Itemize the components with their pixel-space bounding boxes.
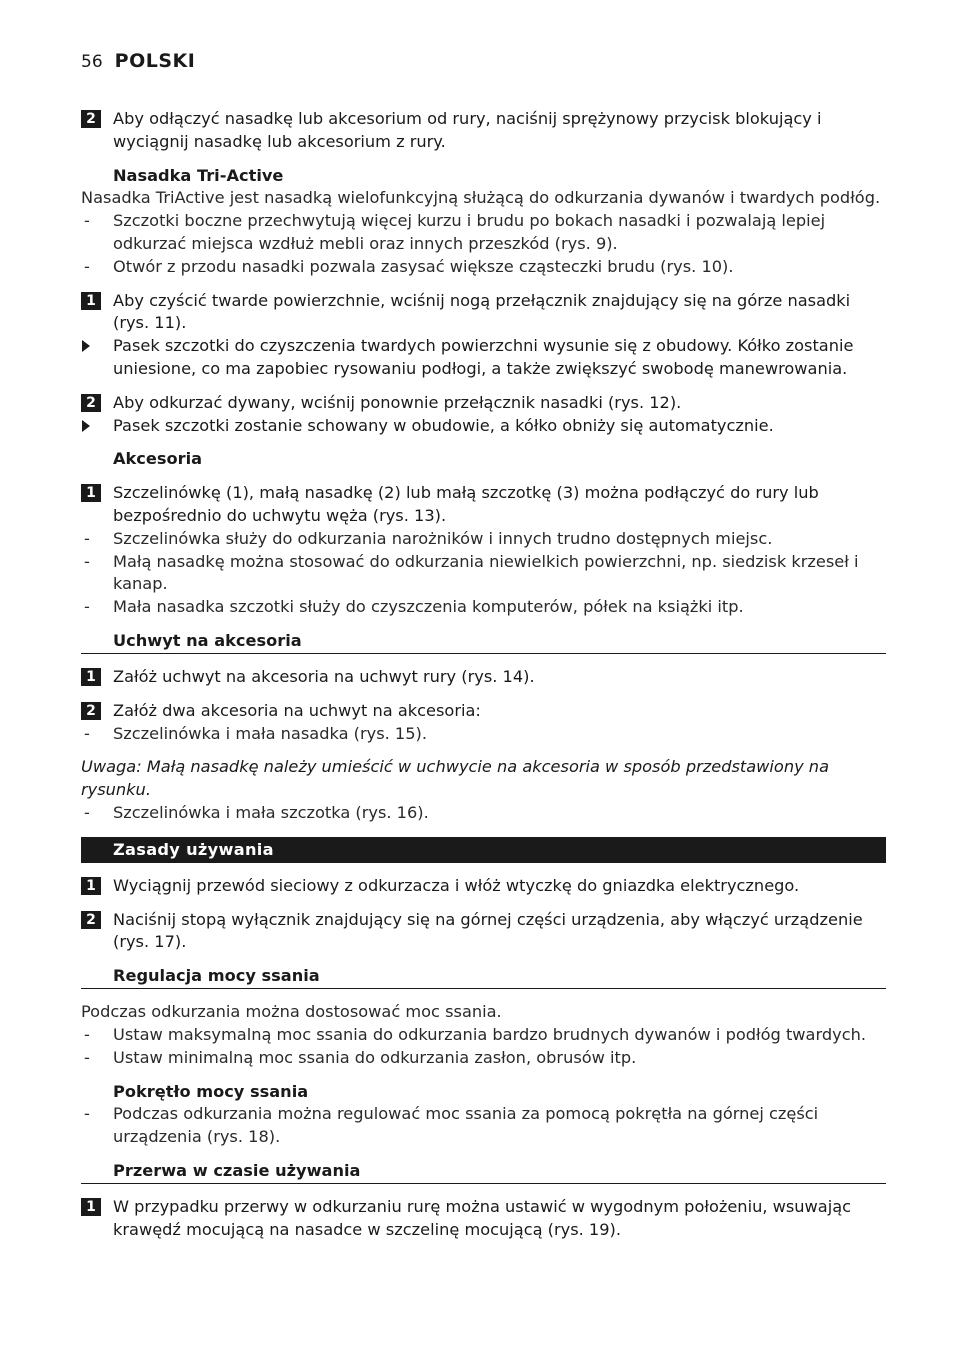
paragraph: Podczas odkurzania można dostosować moc ssania.: [81, 1002, 502, 1022]
result-item: Pasek szczotki do czyszczenia twardych powierzchni wysunie się z obudowy. Kółko zostanie uniesione, co ma zapobiec rysowaniu podłogi, a także zwiększyć swobodę manewrowania.: [81, 335, 886, 381]
list-item: - Małą nasadkę można stosować do odkurzania niewielkich powierzchni, np. siedzisk krzeseł i kanap.: [84, 551, 859, 594]
step-hard-floor: 1 Aby czyścić twarde powierzchnie, wciśnij nogą przełącznik znajdujący się na górze nasadki (rys. 11).: [81, 290, 886, 336]
step-number: 2: [81, 110, 101, 128]
step-number: 1: [81, 484, 101, 502]
result-item: Pasek szczotki zostanie schowany w obudowie, a kółko obniży się automatycznie.: [81, 415, 886, 438]
step-holder: 1 Załóż uchwyt na akcesoria na uchwyt rury (rys. 14).: [81, 666, 886, 689]
section-bar-zasady: Zasady używania: [81, 837, 886, 863]
step-number: 1: [81, 292, 101, 310]
step-text: Aby odłączyć nasadkę lub akcesorium od rury, naciśnij sprężynowy przycisk blokujący i wyciągnij nasadkę lub akcesorium z rury.: [113, 109, 822, 151]
triangle-bullet-icon: [81, 415, 113, 437]
step-pause: 1 W przypadku przerwy w odkurzaniu rurę można ustawić w wygodnym położeniu, wsuwając krawędź mocującą na nasadce w szczelinę mocującą (rys. 19).: [81, 1196, 886, 1242]
section-heading-przerwa: Przerwa w czasie używania: [81, 1160, 886, 1184]
step-accessories: 1 Szczelinówkę (1), małą nasadkę (2) lub małą szczotkę (3) można podłączyć do rury lub bezpośrednio do uchwytu węża (rys. 13).: [81, 482, 886, 528]
page-language: POLSKI: [114, 50, 196, 72]
section-heading-triactive: Nasadka Tri-Active: [113, 165, 284, 185]
step-plug: 1 Wyciągnij przewód sieciowy z odkurzacza i włóż wtyczkę do gniazdka elektrycznego.: [81, 875, 886, 898]
step-detach: [81, 108, 886, 154]
note-text: Uwaga: Małą nasadkę należy umieścić w uchwycie na akcesoria w sposób przedstawiony na rysunku.: [81, 757, 829, 800]
step-carpet: 2 Aby odkurzać dywany, wciśnij ponownie przełącznik nasadki (rys. 12).: [81, 392, 886, 415]
list-item: - Mała nasadka szczotki służy do czyszczenia komputerów, półek na książki itp.: [84, 597, 744, 617]
step-number: 2: [81, 394, 101, 412]
step-number: 1: [81, 1198, 101, 1216]
triangle-bullet-icon: [81, 335, 113, 357]
list-item: - Otwór z przodu nasadki pozwala zasysać większe cząsteczki brudu (rys. 10).: [84, 256, 734, 276]
list-item: - Szczelinówka służy do odkurzania narożników i innych trudno dostępnych miejsc.: [84, 528, 773, 548]
paragraph: Nasadka TriActive jest nasadką wielofunkcyjną służącą do odkurzania dywanów i twardych podłóg.: [81, 188, 881, 208]
page-number: 56: [81, 52, 103, 72]
page-content: [81, 108, 886, 1241]
step-number: 1: [81, 668, 101, 686]
section-heading-uchwyt: Uchwyt na akcesoria: [81, 630, 886, 654]
step-number: 2: [81, 702, 101, 720]
section-heading-akcesoria: Akcesoria: [113, 449, 203, 469]
list-item: - Ustaw minimalną moc ssania do odkurzania zasłon, obrusów itp.: [84, 1047, 637, 1067]
list-item: - Szczelinówka i mała szczotka (rys. 16).: [84, 802, 429, 822]
step-number: 1: [81, 877, 101, 895]
list-item: - Ustaw maksymalną moc ssania do odkurzania bardzo brudnych dywanów i podłóg twardych.: [84, 1024, 866, 1044]
list-item: - Szczotki boczne przechwytują więcej kurzu i brudu po bokach nasadki i pozwalają lepiej odkurzać miejsca wzdłuż mebli oraz innych przeszkód (rys. 9).: [84, 211, 826, 253]
page-header: [81, 50, 195, 72]
list-item: - Szczelinówka i mała nasadka (rys. 15).: [84, 723, 427, 743]
list-item: - Podczas odkurzania można regulować moc ssania za pomocą pokrętła na górnej części urządzenia (rys. 18).: [84, 1104, 819, 1147]
step-switch-on: 2 Naciśnij stopą wyłącznik znajdujący się na górnej części urządzenia, aby włączyć urządzenie (rys. 17).: [81, 909, 886, 955]
section-heading-regulacja: Regulacja mocy ssania: [81, 965, 886, 989]
step-two-accessories: 2 Załóż dwa akcesoria na uchwyt na akcesoria:: [81, 700, 886, 723]
step-number: 2: [81, 911, 101, 929]
section-heading-pokretlo: Pokrętło mocy ssania: [113, 1081, 309, 1101]
